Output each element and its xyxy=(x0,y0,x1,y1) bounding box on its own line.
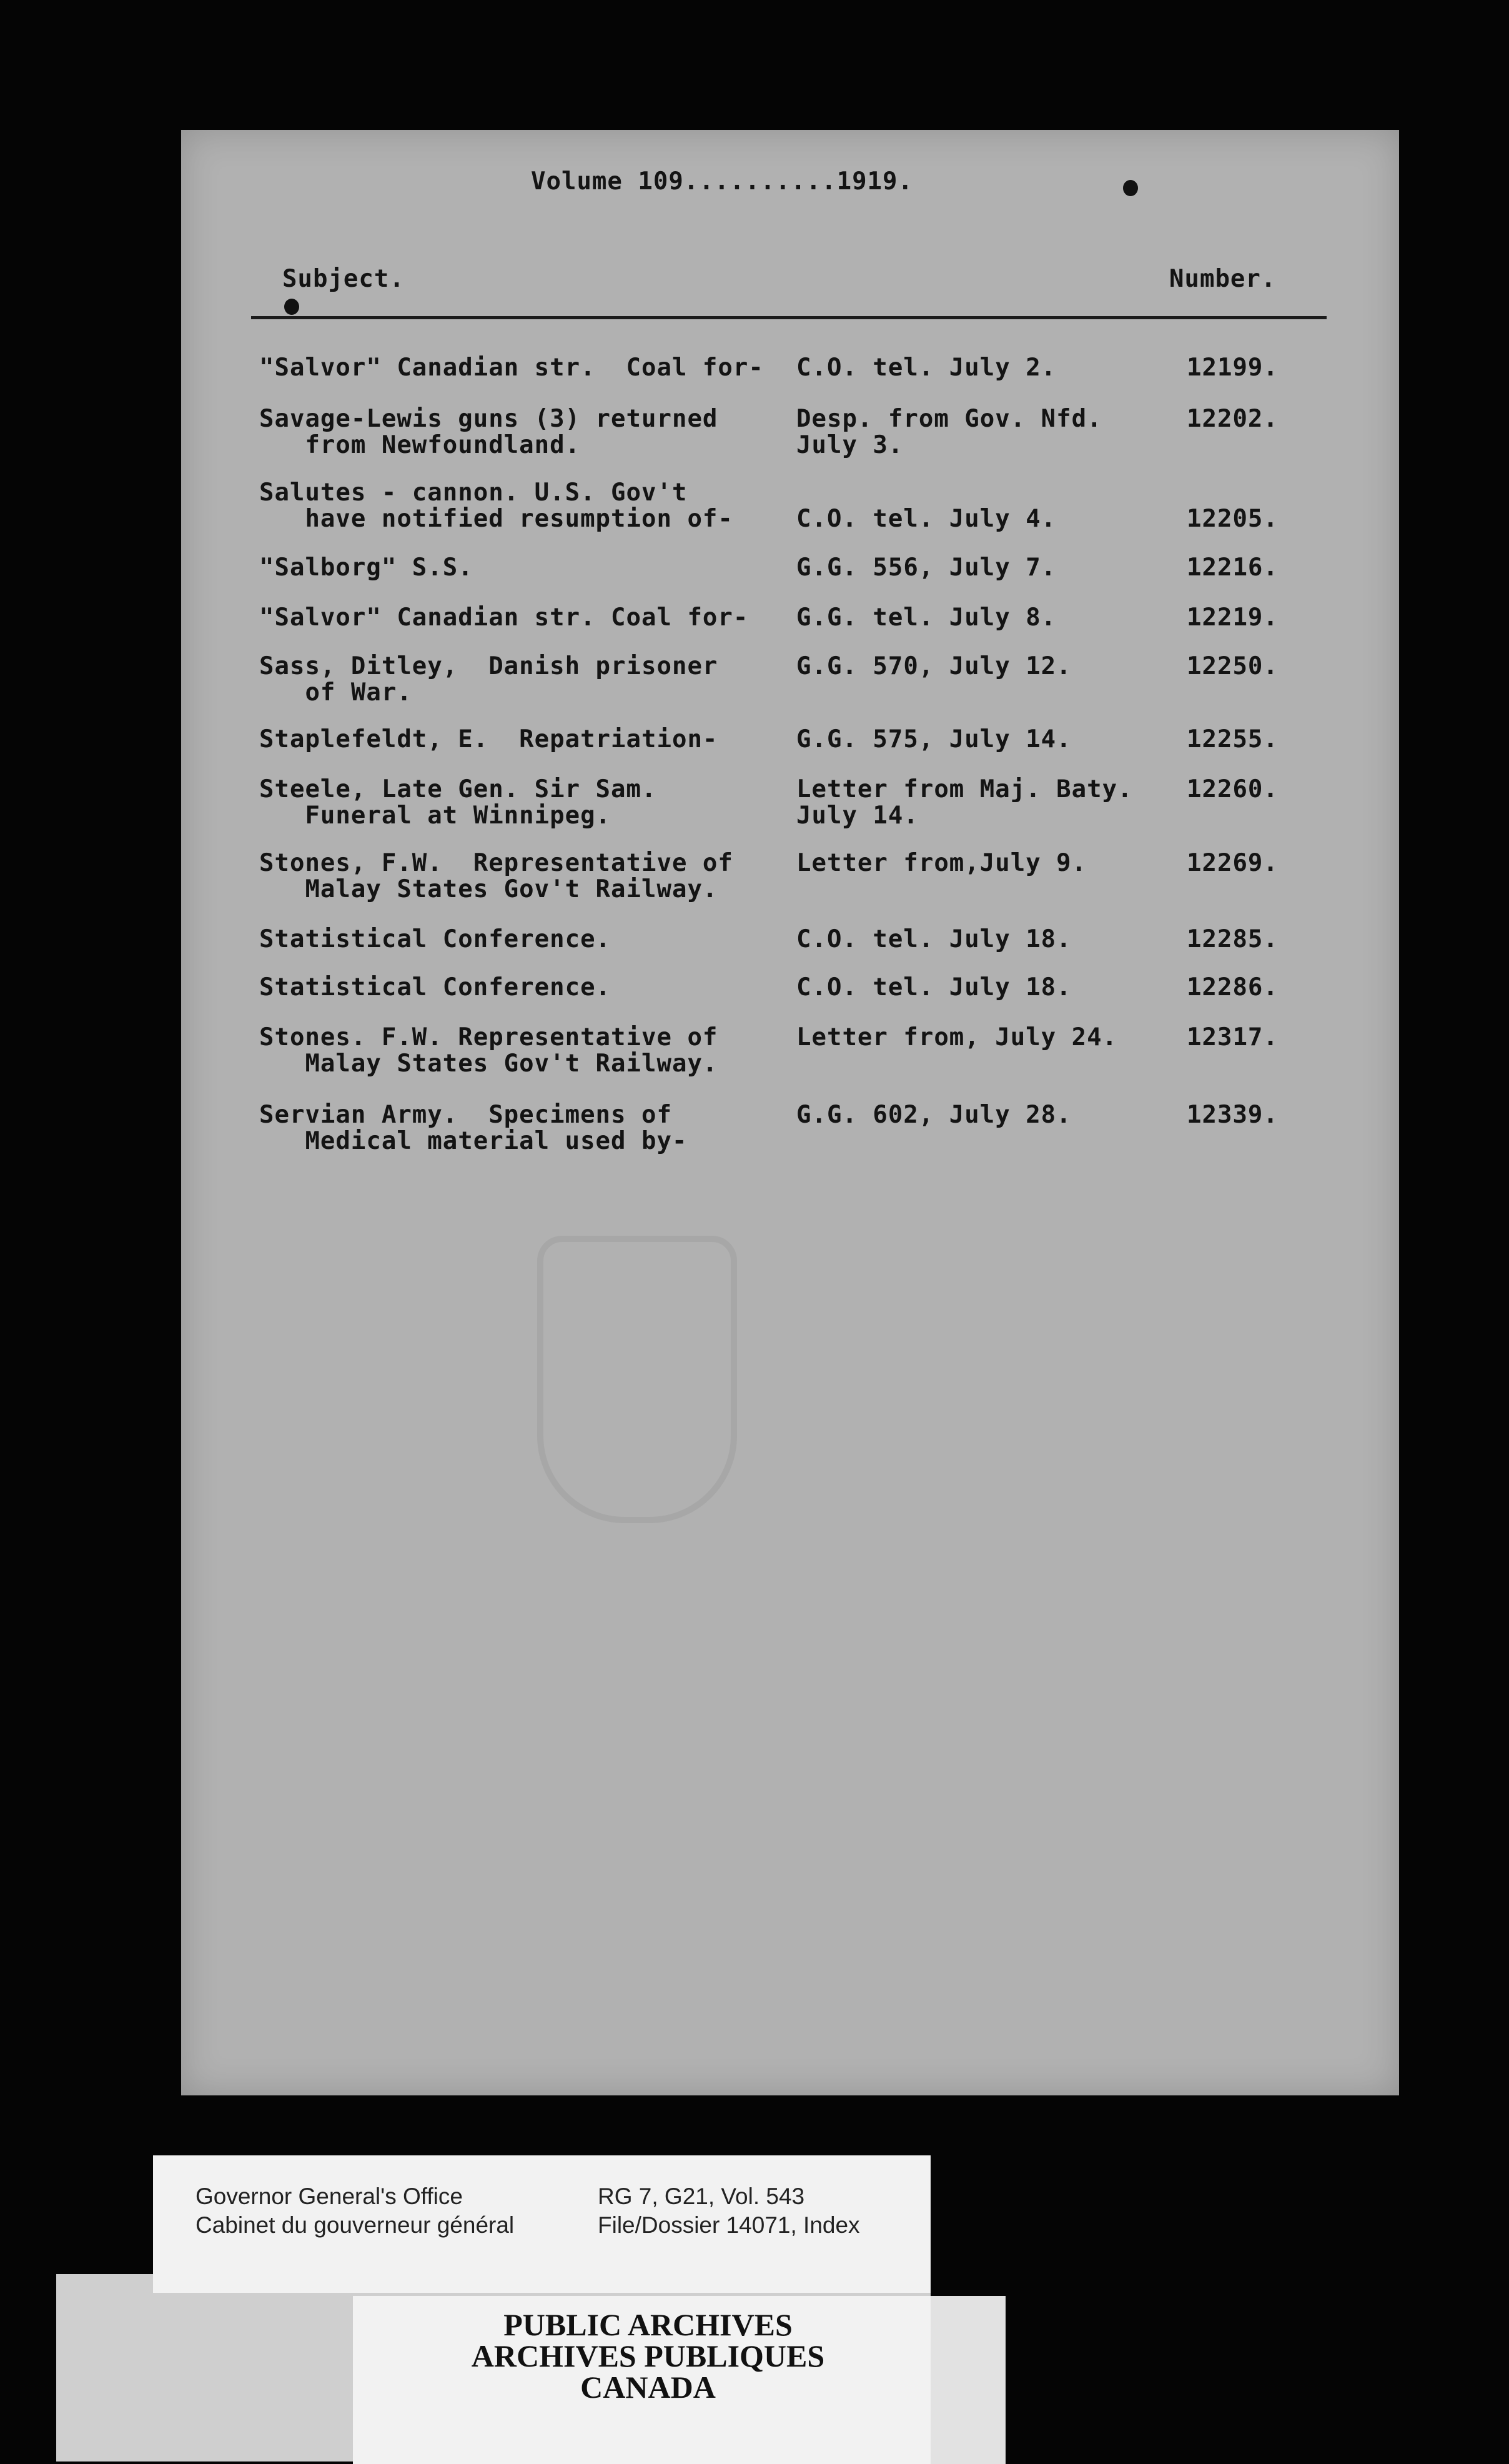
index-row xyxy=(181,975,1399,1031)
row-subject: Statistical Conference. xyxy=(259,973,611,1001)
row-number: 12260. xyxy=(1187,775,1279,803)
index-row xyxy=(181,555,1399,611)
row-number: 12202. xyxy=(1187,405,1279,433)
volume-header: Volume 109..........1919. xyxy=(531,167,913,196)
archive-reference-card xyxy=(153,2155,931,2293)
row-subject: "Salvor" Canadian str. Coal for- xyxy=(259,354,764,382)
punch-mark xyxy=(1123,180,1138,196)
row-reference: G.G. tel. July 8. xyxy=(796,604,1057,632)
archives-line-2: ARCHIVES PUBLIQUES xyxy=(471,2338,825,2373)
watermark-crest xyxy=(537,1236,737,1523)
row-reference: C.O. tel. July 18. xyxy=(796,973,1072,1001)
row-subject: Savage-Lewis guns (3) returned from Newfoundland. xyxy=(259,405,718,459)
row-subject: Staplefeldt, E. Repatriation- xyxy=(259,725,718,753)
record-group-reference: RG 7, G21, Vol. 543 xyxy=(598,2183,805,2209)
file-reference: File/Dossier 14071, Index xyxy=(598,2212,860,2238)
row-number: 12339. xyxy=(1187,1101,1279,1129)
index-row xyxy=(181,727,1399,783)
row-subject: Statistical Conference. xyxy=(259,925,611,953)
row-subject: Stones, F.W. Representative of Malay States Gov't Railway. xyxy=(259,849,733,903)
index-row xyxy=(181,850,1399,907)
row-reference: C.O. tel. July 18. xyxy=(796,925,1072,953)
office-french: Cabinet du gouverneur général xyxy=(195,2212,515,2238)
archives-line-3: CANADA xyxy=(580,2370,716,2405)
office-english: Governor General's Office xyxy=(195,2183,463,2209)
row-subject: Stones. F.W. Representative of Malay States Gov't Railway. xyxy=(259,1023,718,1078)
row-reference: G.G. 575, July 14. xyxy=(796,725,1072,753)
row-subject: "Salvor" Canadian str. Coal for- xyxy=(259,604,749,632)
row-number: 12205. xyxy=(1187,505,1279,533)
index-row xyxy=(181,406,1399,462)
row-subject: Sass, Ditley, Danish prisoner of War. xyxy=(259,652,718,707)
row-number: 12255. xyxy=(1187,725,1279,753)
row-number: 12219. xyxy=(1187,604,1279,632)
row-reference: Letter from Maj. Baty. July 14. xyxy=(796,775,1133,830)
row-reference: Desp. from Gov. Nfd. July 3. xyxy=(796,405,1102,459)
document-page xyxy=(181,130,1399,2095)
header-rule xyxy=(251,316,1327,319)
public-archives-stamp xyxy=(353,2296,943,2464)
row-reference: G.G. 570, July 12. xyxy=(796,652,1072,680)
row-number: 12285. xyxy=(1187,925,1279,953)
row-number: 12199. xyxy=(1187,354,1279,382)
row-reference: C.O. tel. July 2. xyxy=(796,354,1057,382)
label-tab xyxy=(931,2296,1006,2464)
index-row xyxy=(181,1102,1399,1158)
index-row xyxy=(181,480,1399,536)
punch-mark xyxy=(284,299,299,315)
row-number: 12216. xyxy=(1187,554,1279,582)
row-reference: G.G. 556, July 7. xyxy=(796,554,1057,582)
row-number: 12250. xyxy=(1187,652,1279,680)
row-number: 12317. xyxy=(1187,1023,1279,1051)
row-number: 12269. xyxy=(1187,849,1279,877)
index-row xyxy=(181,355,1399,411)
row-number: 12286. xyxy=(1187,973,1279,1001)
number-column-header: Number. xyxy=(1169,265,1277,293)
row-subject: Steele, Late Gen. Sir Sam. Funeral at Winnipeg. xyxy=(259,775,657,830)
row-reference: G.G. 602, July 28. xyxy=(796,1101,1072,1129)
row-reference: C.O. tel. July 4. xyxy=(796,505,1057,533)
row-subject: "Salborg" S.S. xyxy=(259,554,473,582)
row-reference: Letter from,July 9. xyxy=(796,849,1087,877)
subject-column-header: Subject. xyxy=(282,265,405,293)
index-row xyxy=(181,777,1399,833)
archives-line-1: PUBLIC ARCHIVES xyxy=(503,2307,793,2342)
index-row xyxy=(181,653,1399,710)
row-subject: Servian Army. Specimens of Medical material used by- xyxy=(259,1101,688,1155)
row-reference: Letter from, July 24. xyxy=(796,1023,1118,1051)
row-subject: Salutes - cannon. U.S. Gov't have notified resumption of- xyxy=(259,479,733,533)
index-row xyxy=(181,1025,1399,1081)
